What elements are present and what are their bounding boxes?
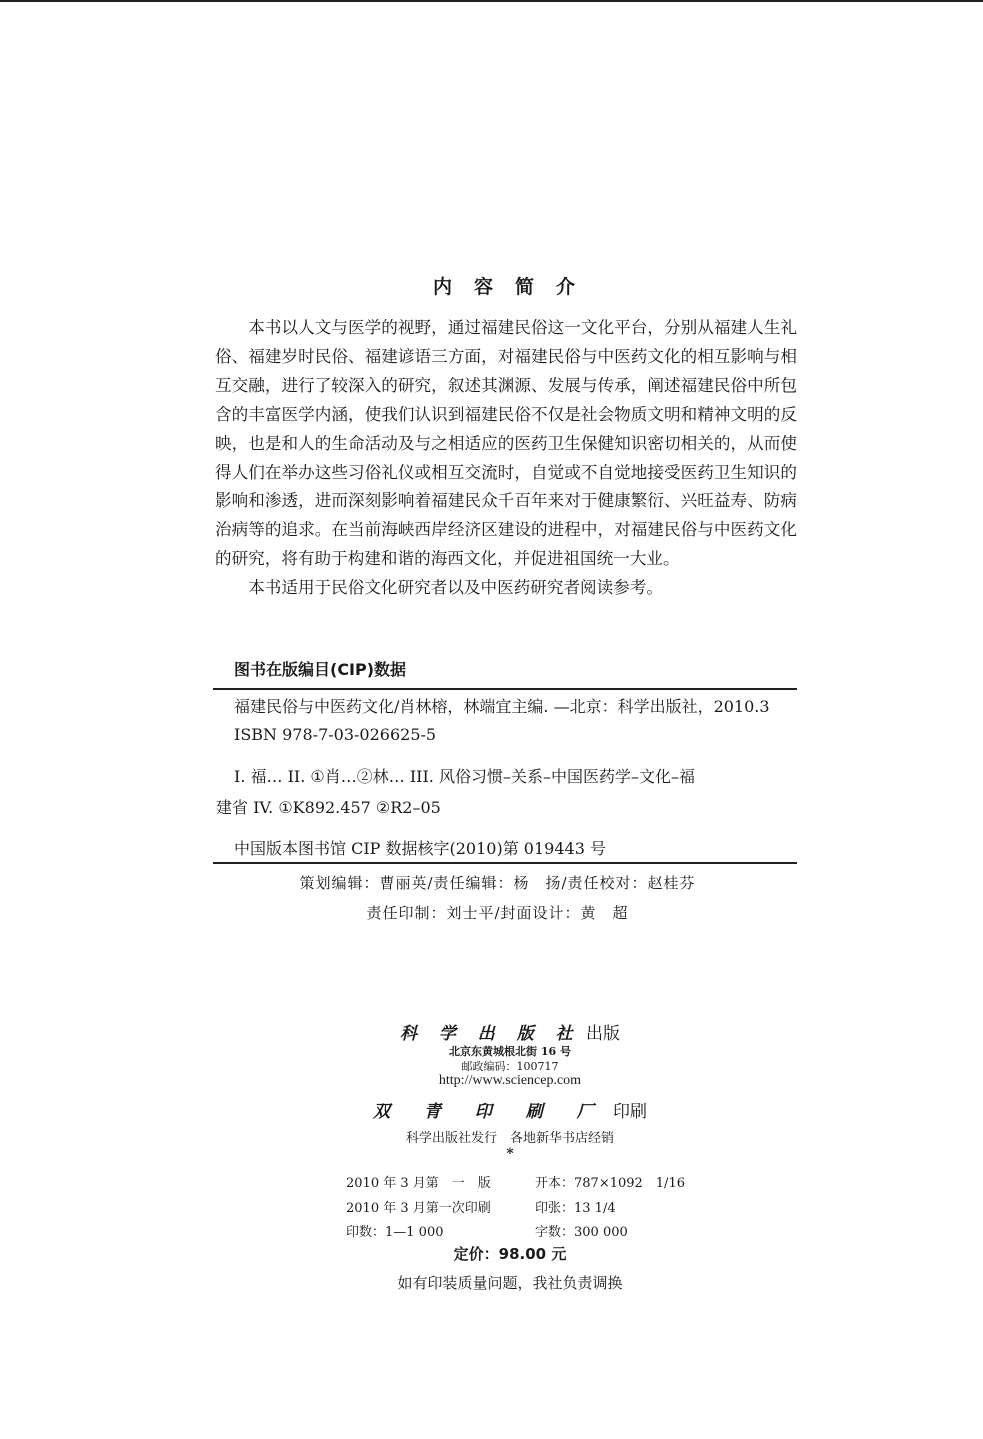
summary-paragraph: 本书适用于民俗文化研究者以及中医药研究者阅读参考。 — [248, 578, 664, 598]
production-line: 责任印制：刘士平/封面设计：黄 超 — [366, 904, 629, 922]
printing: 2010 年 3 月第一次印刷 — [346, 1201, 491, 1216]
printer-logo-text: 双 青 印 刷 厂 — [372, 1102, 608, 1122]
printer-suffix: 印刷 — [613, 1102, 648, 1122]
word-count: 字数：300 000 — [535, 1225, 628, 1240]
price: 定价：98.00 元 — [453, 1245, 567, 1263]
divider — [213, 862, 797, 864]
copies: 印数：1—1 000 — [346, 1225, 444, 1240]
cip-heading: 图书在版编目(CIP)数据 — [234, 660, 407, 679]
scan-top-border — [0, 0, 983, 2]
distribution: 科学出版社发行 各地新华书店经销 — [405, 1131, 614, 1146]
summary-body — [215, 314, 797, 603]
publisher-line — [0, 1019, 983, 1044]
quality-notice: 如有印装质量问题，我社负责调换 — [397, 1274, 623, 1292]
publisher-address: 北京东黄城根北街 16 号 — [449, 1045, 571, 1058]
summary-paragraph: 本书以人文与医学的视野，通过福建民俗这一文化平台，分别从福建人生礼俗、福建岁时民俗、福建谚语三方面，对福建民俗与中医药文化的相互影响与相互交融，进行了较深入的研究，叙述其渊源、发展与传承，阐述福建民俗中所包含的丰富医学内涵，使我们认识到福建民俗不仅是社会物质文明和精神文明的反映，也是和人的生命活动及与之相适应的医药卫生保健知识密切相关的，从而使得人们在举办这些习俗礼仪或相互交流时，自觉或不自觉地接受医药卫生知识的影响和渗透，进而深刻影响着福建民众千百年来对于健康繁衍、兴旺益寿、防病治病等的追求。在当前海峡西岸经济区建设的进程中，对福建民俗与中医药文化的研究，将有助于构建和谐的海西文化，并促进祖国统一大业。 — [215, 318, 797, 569]
separator-star: * — [506, 1146, 514, 1162]
publisher-suffix: 出版 — [586, 1024, 621, 1044]
sheets: 印张：13 1/4 — [535, 1201, 616, 1216]
printer-line — [0, 1097, 983, 1122]
divider — [213, 688, 797, 690]
website: http://www.sciencep.com — [438, 1073, 582, 1088]
summary-title: 内容简介 — [432, 276, 597, 298]
editors-line: 策划编辑：曹丽英/责任编辑：杨 扬/责任校对：赵桂芬 — [299, 874, 696, 892]
publisher-logo-text: 科 学 出 版 社 — [399, 1024, 581, 1044]
postcode: 邮政编码：100717 — [461, 1060, 559, 1073]
cip-classification-cont: 建省 IV. ①K892.457 ②R2–05 — [216, 798, 441, 817]
cip-number: 中国版本图书馆 CIP 数据核字(2010)第 019443 号 — [234, 839, 606, 858]
cip-bibliographic-line: 福建民俗与中医药文化/肖林榕，林端宜主编. —北京：科学出版社，2010.3 — [234, 697, 770, 716]
cip-classification: I. 福… II. ①肖…②林… III. 风俗习惯–关系–中国医药学–文化–福 — [234, 767, 695, 786]
cip-isbn: ISBN 978-7-03-026625-5 — [234, 725, 437, 744]
format: 开本：787×1092 1/16 — [535, 1176, 685, 1191]
edition: 2010 年 3 月第 一 版 — [346, 1176, 491, 1191]
